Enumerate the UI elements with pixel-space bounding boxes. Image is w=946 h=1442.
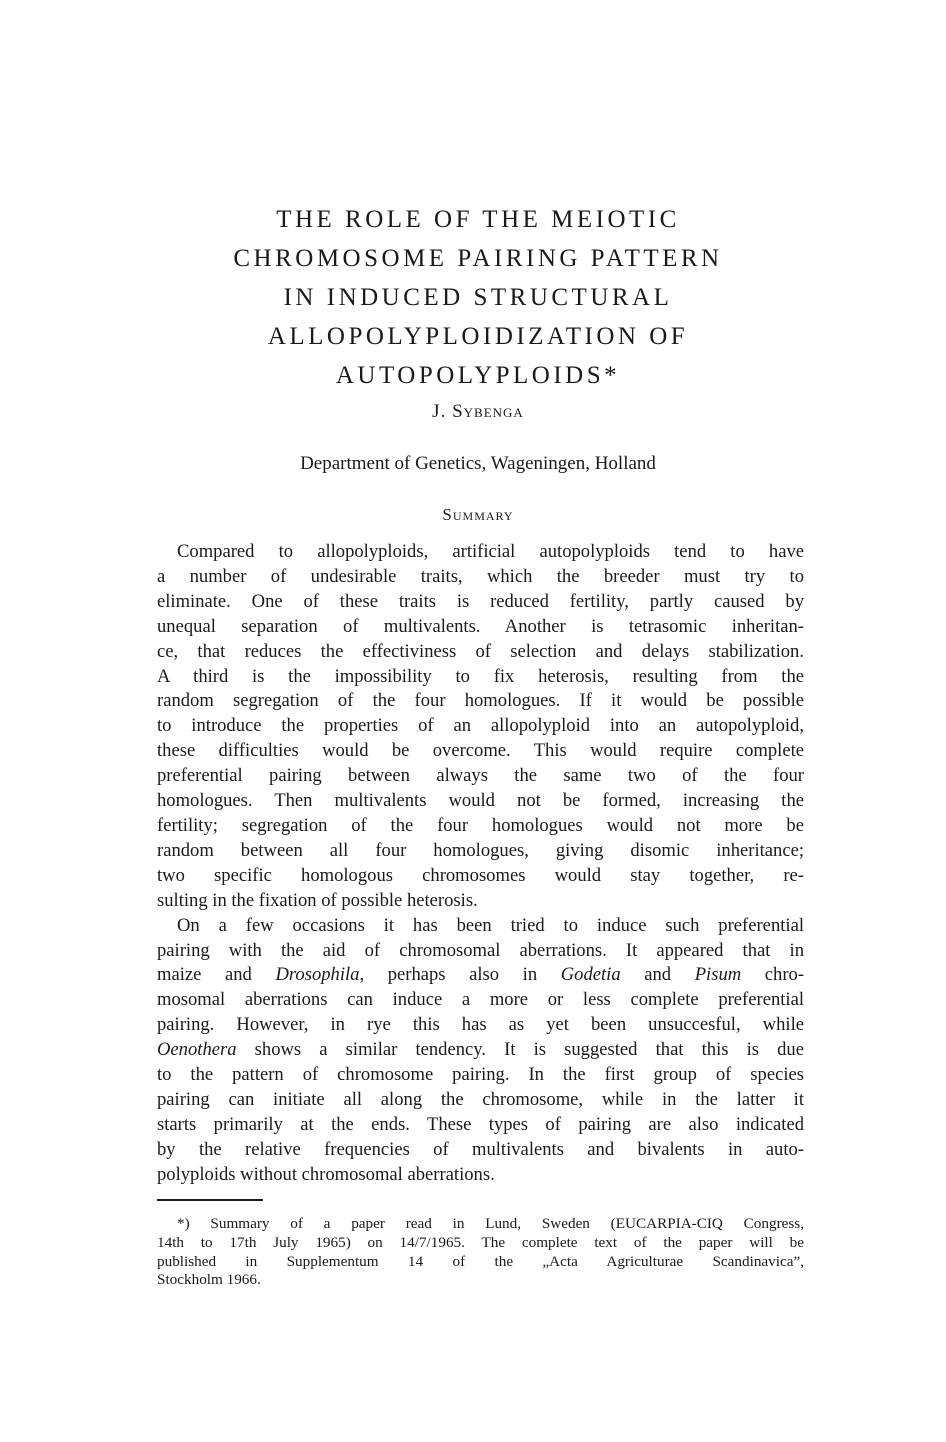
title-line: IN INDUCED STRUCTURAL bbox=[283, 284, 673, 311]
footnote-line: *) Summary of a paper read in Lund, Sweden (EUCARPIA-CIQ Congress, bbox=[177, 1215, 804, 1232]
text-line: A third is the impossibility to fix heterosis, resulting from the bbox=[157, 665, 804, 687]
paper-title bbox=[150, 200, 806, 395]
footnote bbox=[157, 1215, 804, 1290]
text-run: , perhaps also in bbox=[359, 964, 561, 986]
footnote-divider bbox=[157, 1199, 263, 1201]
text-line: fertility; segregation of the four homologues would not more be bbox=[157, 814, 804, 836]
text-line: by the relative frequencies of multivalents and bivalents in auto- bbox=[157, 1138, 804, 1160]
summary-heading: Summary bbox=[442, 505, 514, 524]
text-line: two specific homologous chromosomes would stay together, re- bbox=[157, 864, 804, 886]
text-line: pairing with the aid of chromosomal aberrations. It appeared that in bbox=[157, 939, 804, 961]
text-line: starts primarily at the ends. These types of pairing are also indicated bbox=[157, 1113, 804, 1135]
text-line: eliminate. One of these traits is reduced fertility, partly caused by bbox=[157, 590, 804, 612]
text-line: homologues. Then multivalents would not be formed, increasing the bbox=[157, 790, 804, 812]
summary-paragraph-2 bbox=[157, 914, 804, 1188]
text-line: preferential pairing between always the same two of the four bbox=[157, 765, 804, 787]
text-run: and bbox=[620, 964, 695, 986]
text-line: random segregation of the four homologues. If it would be possible bbox=[157, 690, 804, 712]
text-line: mosomal aberrations can induce a more or less complete preferential bbox=[157, 989, 804, 1011]
title-line: CHROMOSOME PAIRING PATTERN bbox=[233, 245, 723, 272]
author-name: J. Sybenga bbox=[432, 401, 524, 422]
text-line: these difficulties would be overcome. This would require complete bbox=[157, 740, 804, 762]
text-line: ce, that reduces the effectiviness of selection and delays stabilization. bbox=[157, 640, 804, 662]
text-line: to introduce the properties of an allopolyploid into an autopolyploid, bbox=[157, 715, 804, 737]
genus-name: Oenothera bbox=[157, 1039, 237, 1061]
footnote-line: Stockholm 1966. bbox=[157, 1271, 261, 1289]
text-line: a number of undesirable traits, which the breeder must try to bbox=[157, 565, 804, 587]
genus-name: Godetia bbox=[560, 964, 621, 986]
text-run: shows a similar tendency. It is suggested that this is due bbox=[236, 1039, 804, 1061]
author-affiliation: Department of Genetics, Wageningen, Holland bbox=[300, 453, 656, 474]
title-line: THE ROLE OF THE MEIOTIC bbox=[276, 206, 680, 233]
text-line bbox=[157, 1038, 804, 1063]
text-line: pairing can initiate all along the chromosome, while in the latter it bbox=[157, 1088, 804, 1110]
text-line: random between all four homologues, giving disomic inheritance; bbox=[157, 839, 804, 861]
title-line: AUTOPOLYPLOIDS* bbox=[335, 362, 621, 389]
text-line: unequal separation of multivalents. Another is tetrasomic inheritan- bbox=[157, 615, 804, 637]
genus-name: Drosophila bbox=[275, 964, 360, 986]
text-run: chro- bbox=[741, 964, 804, 986]
text-line: Compared to allopolyploids, artificial autopolyploids tend to have bbox=[177, 541, 804, 562]
genus-name: Pisum bbox=[694, 964, 742, 986]
title-line: ALLOPOLYPLOIDIZATION OF bbox=[267, 323, 689, 350]
footnote-line: 14th to 17th July 1965) on 14/7/1965. The complete text of the paper will be bbox=[157, 1233, 804, 1251]
summary-paragraph-1 bbox=[157, 540, 804, 914]
text-line: to the pattern of chromosome pairing. In the first group of species bbox=[157, 1064, 804, 1086]
text-line: sulting in the fixation of possible heterosis. bbox=[157, 889, 478, 911]
text-line: On a few occasions it has been tried to induce such preferential bbox=[177, 914, 804, 936]
summary-body bbox=[157, 540, 804, 1188]
text-line: polyploids without chromosomal aberrations. bbox=[157, 1163, 495, 1185]
text-line bbox=[157, 963, 804, 988]
footnote-line: published in Supplementum 14 of the „Acta Agriculturae Scandinavica”, bbox=[157, 1252, 804, 1270]
text-line: pairing. However, in rye this has as yet been unsuccesful, while bbox=[157, 1014, 804, 1036]
text-run: maize and bbox=[157, 964, 276, 986]
